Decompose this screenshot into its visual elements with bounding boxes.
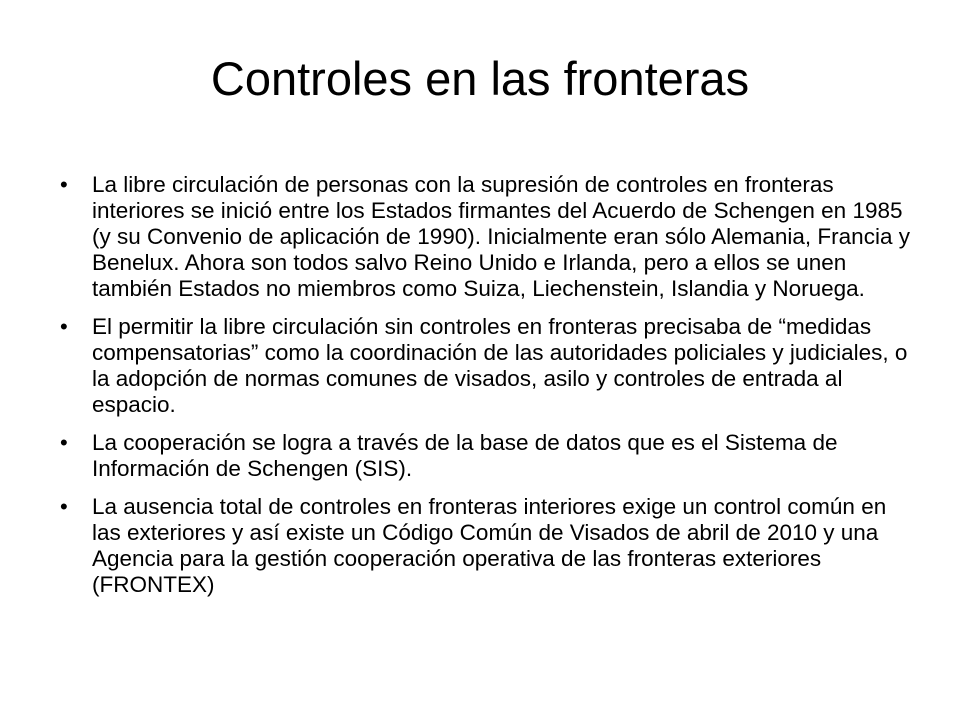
bullet-list <box>60 172 920 610</box>
bullet-dot-icon: • <box>60 494 68 519</box>
slide-title: Controles en las fronteras <box>210 52 750 105</box>
bullet-text: La ausencia total de controles en fronteras interiores exige un control común en las exteriores y así existe un Código Común de Visados de abril de 2010 y una Agencia para la gestión cooperación operativa de las fronteras exteriores (FRONTEX) <box>92 494 887 597</box>
bullet-text: La cooperación se logra a través de la base de datos que es el Sistema de Información de Schengen (SIS). <box>92 430 838 481</box>
bullet-dot-icon: • <box>60 430 68 455</box>
bullet-item <box>60 314 920 418</box>
bullet-text: El permitir la libre circulación sin controles en fronteras precisaba de “medidas compensatorias” como la coordinación de las autoridades policiales y judiciales, o la adopción de normas comunes de visados, asilo y controles de entrada al espacio. <box>92 314 908 417</box>
bullet-text: La libre circulación de personas con la supresión de controles en fronteras interiores se inició entre los Estados firmantes del Acuerdo de Schengen en 1985 (y su Convenio de aplicación de 1990). Inicialmente eran sólo Alemania, Francia y Benelux. Ahora son todos salvo Reino Unido e Irlanda, pero a ellos se unen también Estados no miembros como Suiza, Liechenstein, Islandia y Noruega. <box>92 172 910 301</box>
bullet-item <box>60 430 920 482</box>
bullet-item <box>60 494 920 598</box>
bullet-dot-icon: • <box>60 314 68 339</box>
bullet-item <box>60 172 920 302</box>
bullet-dot-icon: • <box>60 172 68 197</box>
